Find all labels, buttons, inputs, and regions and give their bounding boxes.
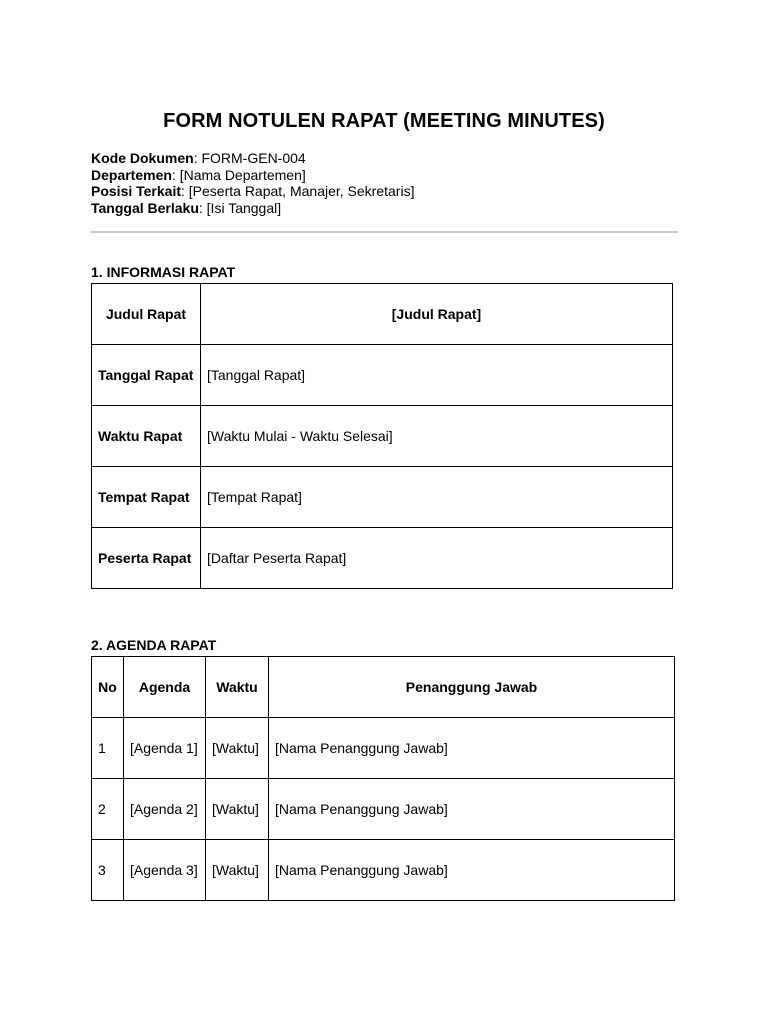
column-header-penanggung-jawab: Penanggung Jawab — [269, 657, 675, 718]
meta-value: : [Nama Departemen] — [171, 166, 306, 183]
column-header-agenda: Agenda — [124, 657, 206, 718]
cell-penanggung-jawab: [Nama Penanggung Jawab] — [269, 779, 675, 840]
cell-agenda: [Agenda 3] — [124, 840, 206, 901]
table-row — [92, 467, 673, 528]
table-row — [92, 840, 675, 901]
row-value: [Judul Rapat] — [201, 284, 673, 345]
page-title: FORM NOTULEN RAPAT (MEETING MINUTES) — [163, 110, 605, 132]
row-label: Judul Rapat — [92, 284, 201, 345]
table-row — [92, 779, 675, 840]
meta-row-posisi-terkait — [91, 183, 414, 200]
meta-value: : [Peserta Rapat, Manajer, Sekretaris] — [181, 183, 415, 199]
meta-row-tanggal-berlaku — [91, 200, 414, 217]
row-label: Tempat Rapat — [92, 467, 201, 528]
section-title-informasi-rapat: 1. INFORMASI RAPAT — [91, 264, 236, 280]
header-divider — [91, 231, 678, 233]
meta-row-kode-dokumen — [91, 150, 414, 167]
table-row — [92, 406, 673, 467]
meta-label: Posisi Terkait — [91, 183, 182, 199]
table-row — [92, 718, 675, 779]
cell-no: 3 — [92, 840, 124, 901]
row-label: Peserta Rapat — [92, 528, 201, 589]
row-value: [Waktu Mulai - Waktu Selesai] — [201, 406, 673, 467]
column-header-no: No — [92, 657, 124, 718]
meta-label: Departemen — [91, 166, 172, 183]
table-row — [92, 345, 673, 406]
row-value: [Daftar Peserta Rapat] — [201, 528, 673, 589]
document-meta — [91, 150, 414, 216]
meta-label: Tanggal Berlaku — [91, 199, 199, 216]
section-title-agenda-rapat: 2. AGENDA RAPAT — [91, 637, 217, 653]
cell-waktu: [Waktu] — [206, 718, 269, 779]
cell-agenda: [Agenda 1] — [124, 718, 206, 779]
row-label: Waktu Rapat — [92, 406, 201, 467]
cell-waktu: [Waktu] — [206, 840, 269, 901]
table-row — [92, 528, 673, 589]
row-label: Tanggal Rapat — [92, 345, 201, 406]
row-value: [Tempat Rapat] — [201, 467, 673, 528]
cell-agenda: [Agenda 2] — [124, 779, 206, 840]
column-header-waktu: Waktu — [206, 657, 269, 718]
meta-value: : FORM-GEN-004 — [193, 150, 306, 166]
meta-label: Kode Dokumen — [91, 150, 194, 166]
meta-value: : [Isi Tanggal] — [198, 199, 282, 216]
cell-no: 1 — [92, 718, 124, 779]
cell-no: 2 — [92, 779, 124, 840]
informasi-rapat-table — [91, 283, 673, 589]
cell-waktu: [Waktu] — [206, 779, 269, 840]
table-header-row — [92, 657, 675, 718]
agenda-rapat-table — [91, 656, 675, 901]
table-row — [92, 284, 673, 345]
cell-penanggung-jawab: [Nama Penanggung Jawab] — [269, 718, 675, 779]
cell-penanggung-jawab: [Nama Penanggung Jawab] — [269, 840, 675, 901]
meta-row-departemen — [91, 167, 414, 184]
row-value: [Tanggal Rapat] — [201, 345, 673, 406]
